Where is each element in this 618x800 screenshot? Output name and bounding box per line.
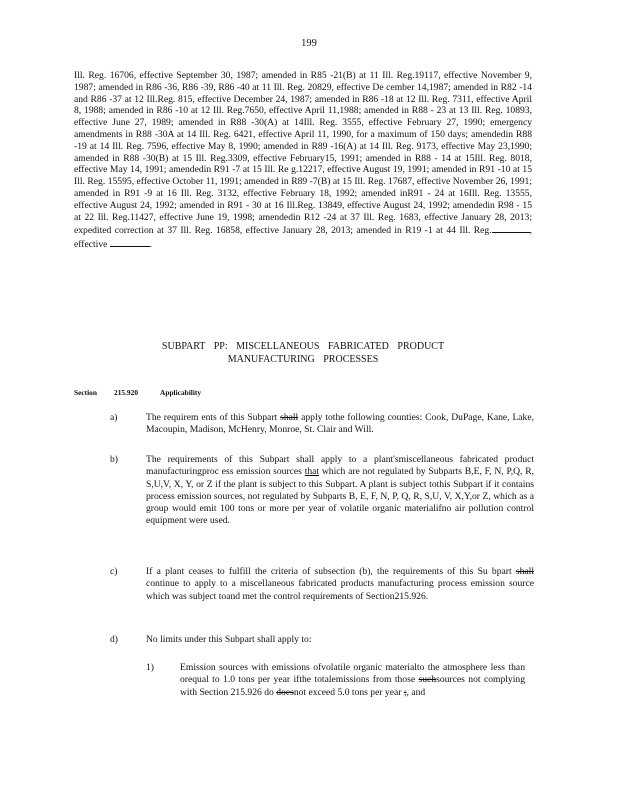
subsection-a-text	[146, 412, 534, 437]
subsection-d1-pre: Emission sources with emissions ofvolatile organic materialto the atmosphere less than orequal to 1.0 tons per year ifthe totalemissions from those	[180, 662, 525, 686]
subsection-a-post: apply tothe following counties: Cook, DuPage, Kane, Lake, Macoupin, Madison, McHenry, Monroe, St. Clair and Will.	[146, 412, 535, 436]
struck-word-shall: shall	[515, 566, 534, 577]
subsection-a-marker: a)	[110, 412, 118, 423]
subsection-b-marker: b)	[110, 454, 118, 465]
struck-word-shall: shall	[280, 412, 299, 423]
section-label: Section	[74, 388, 97, 397]
history-text: Ill. Reg. 16706, effective September 30, 1987; amended in R85 -21(B) at 11 Ill. Reg.19117, effective November 9, 1987; amended in R86 -36, R86 -39, R86 -40 at 11 Ill. Reg. 20829, effective De cember 14,1987; amended in R82 -14 and R86 -37 at 12 Ill.Reg. 815, effective December 24, 1987; amended in R86 -18 at 12 Ill. Reg. 7311, effective April 8, 1988; amended in R86 -10 at 12 Ill. Reg.7650, effective April 11,1988; amended in R88 - 23 at 13 Ill. Reg. 10893, effective June 27, 1989; amended in R88 -30(A) at 14Ill. Reg. 3555, effective February 27, 1990; emergency amendments in R88 -30A at 14 Ill. Reg. 6421, effective April 11, 1990, for a maximum of 150 days; amendedin R88 -19 at 14 Ill. Reg. 7596, effective May 8, 1990; amended in R89 -16(A) at 14 Ill. Reg. 9173, effective May 23,1990; amended in R88 -30(B) at 15 Ill. Reg.3309, effective February15, 1991; amended in R88 - 14 at 15Ill. Reg. 8018, effective May 14, 1991; amendedin R91 -7 at 15 Ill. Re g.12217, effective August 19, 1991; amended in R91 -10 at 15 Ill. Reg. 15595, effective October 11, 1991; amended in R89 -7(B) at 15 Ill. Reg. 17687, effective November 26, 1991; amended in R91 -9 at 16 Ill. Reg. 3132, effective February 18, 1992; amended inR91 - 24 at 16Ill. Reg. 13555, effective August 24, 1992; amended in R91 - 30 at 16 Ill.Reg. 13849, effective August 24, 1992; amendedin R98 - 15 at 22 Ill. Reg.11427, effective June 19, 1998; amendedin R12 -24 at 37 Ill. Reg. 1683, effective January 28, 2013; expedited correction at 37 Ill. Reg. 16858, effective January 28, 2013; amended in R19 -1 at 44	[74, 70, 532, 237]
section-number: 215.920	[114, 388, 139, 397]
history-tail-prefix: Ill. Reg.	[459, 225, 492, 237]
subsection-d-text: No limits under this Subpart shall apply to:	[146, 634, 312, 645]
page-number: 199	[301, 38, 317, 49]
struck-word-does: does	[276, 686, 294, 698]
subpart-heading	[138, 341, 468, 366]
underlined-word-that: that	[304, 466, 320, 478]
subsection-c-text	[146, 566, 534, 603]
struck-word-such: such	[418, 674, 437, 686]
register-page-blank	[492, 223, 530, 233]
history-tail-mid: , effective	[74, 225, 532, 251]
subsection-b-pre: The requirements of this Subpart shall apply to a plant'smiscellaneous fabricated product manufacturingproc ess emission sources	[146, 454, 534, 478]
history-note	[74, 70, 532, 251]
section-heading	[74, 388, 201, 397]
subsection-b-text	[146, 454, 534, 528]
subpart-heading-line1: SUBPART PP: MISCELLANEOUS FABRICATED PRODUCT	[161, 341, 445, 352]
subsection-b-post: which are not regulated by Subparts B,E, F, N, P,Q, R, S,U,V, X, Y, or Z if the plant is subject to this Subpart. A plant is subject tothis Subpart if it contains process emission sources, not regulated by Subparts B, E, F, N, P, Q, R, S,U, V, X,Y,or Z, which as a group would emit 100 tons or more per year of volatile organic materialifno air pollution control equipment were used.	[146, 466, 535, 527]
subsection-d1-post: not exceed 5.0 tons per year	[293, 686, 402, 698]
subsection-d1-mid: sources not complying with Section 215.926 do	[180, 674, 525, 698]
subsection-d1-text	[180, 662, 525, 699]
subsection-c-marker: c)	[110, 566, 118, 577]
subpart-heading-line2: MANUFACTURING PROCESSES	[227, 353, 379, 365]
subsection-a-pre: The requirem ents of this Subpart	[146, 412, 278, 423]
section-title: Applicability	[160, 388, 202, 397]
subsection-d1-marker: 1)	[146, 662, 154, 673]
subsection-d1-end: , and	[406, 686, 426, 698]
subsection-c-pre: If a plant ceases to fulfill the criteria of subsection (b), the requirements of this Su bpart	[146, 566, 512, 577]
subsection-c-post: continue to apply to a miscellaneous fabricated products manufacturing process emission source which was subject toand met the control requirements of Section215.926.	[146, 578, 534, 602]
history-tail-end: .	[149, 239, 153, 251]
subsection-d-marker: d)	[110, 634, 118, 645]
effective-date-blank	[110, 237, 150, 247]
struck-semicolon: ;	[403, 686, 407, 698]
